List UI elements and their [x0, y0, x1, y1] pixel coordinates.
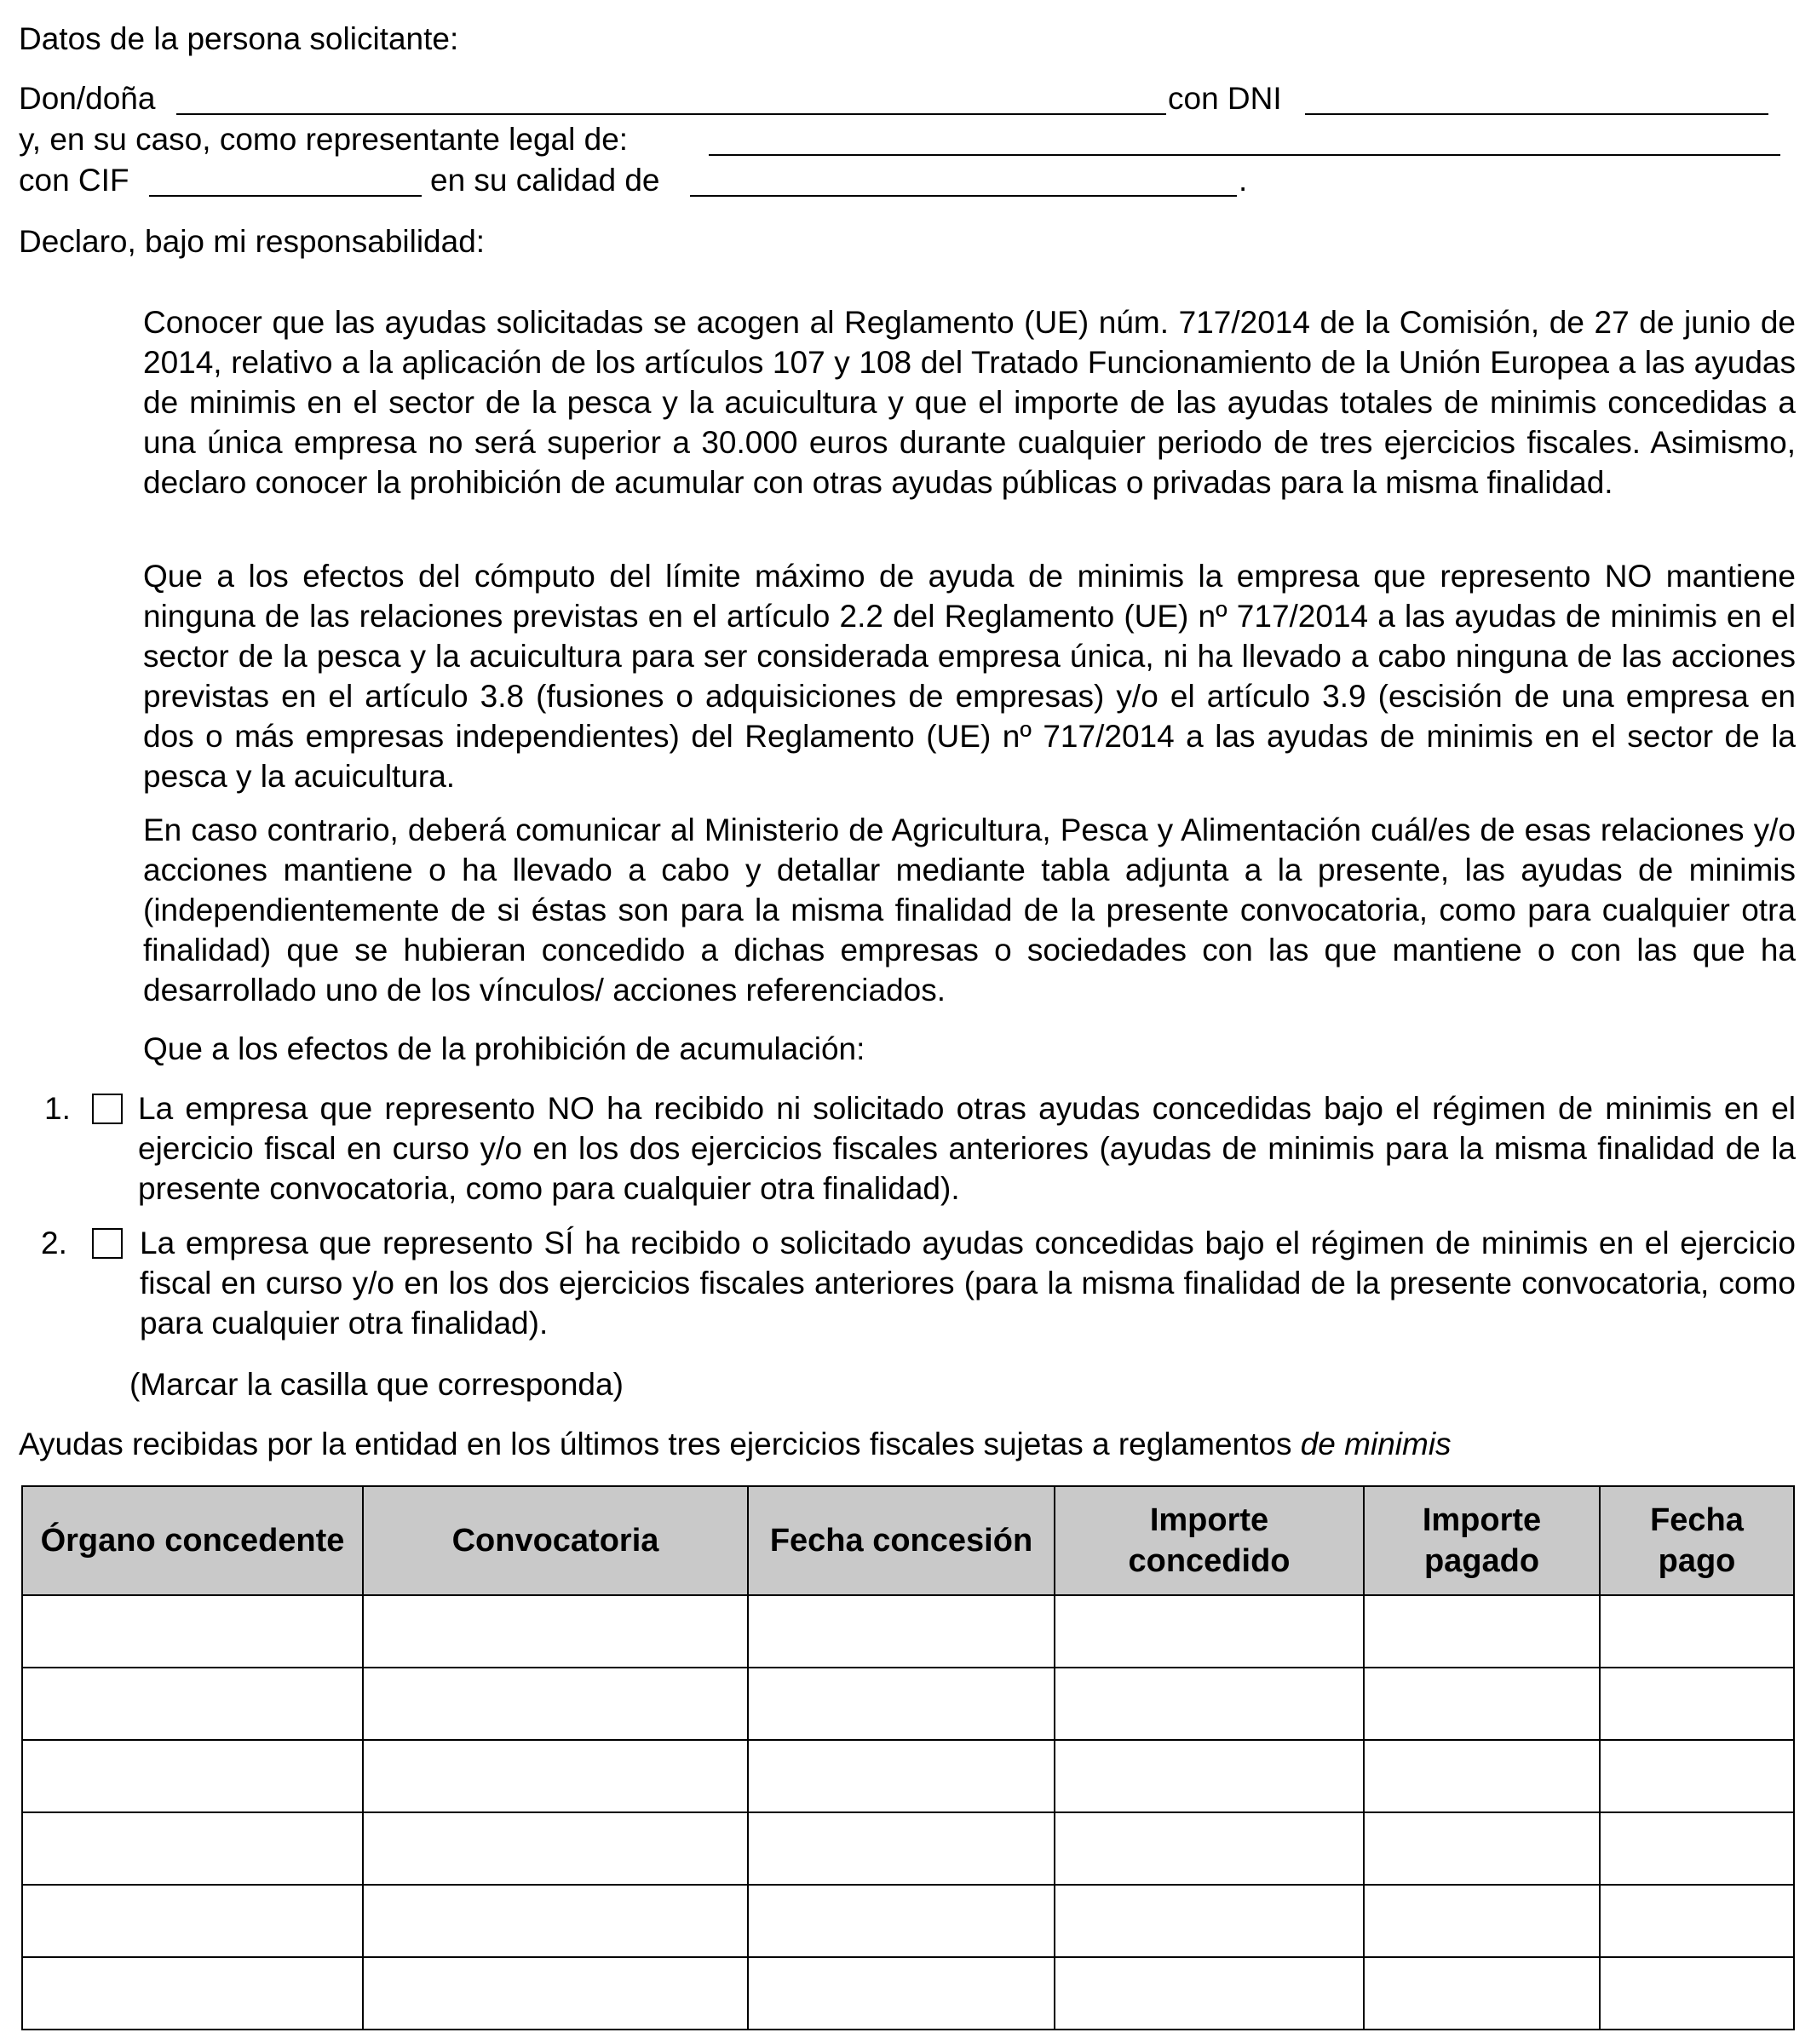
- table-row: [22, 1885, 1794, 1957]
- header-importe-pagado: Importe pagado: [1364, 1486, 1600, 1595]
- header-organo-concedente: Órgano concedente: [22, 1486, 363, 1595]
- table-cell[interactable]: [1364, 1740, 1600, 1812]
- representante-field[interactable]: [709, 154, 1780, 156]
- table-cell[interactable]: [1364, 1812, 1600, 1885]
- table-cell[interactable]: [363, 1740, 748, 1812]
- table-cell[interactable]: [1364, 1885, 1600, 1957]
- table-row: [22, 1957, 1794, 2030]
- option-2-checkbox[interactable]: [92, 1228, 123, 1259]
- table-cell[interactable]: [1055, 1957, 1364, 2030]
- table-row: [22, 1812, 1794, 1885]
- paragraph-conocer: Conocer que las ayudas solicitadas se acogen al Reglamento (UE) núm. 717/2014 de la Comisión, de 27 de junio de 2014, relativo a la aplicación de los artículos 107 y 108 del Tratado Funcionamiento de la Unión Europea a las ayudas de minimis en el sector de la pesca y la acuicultura y que el importe de las ayudas totales de minimis concedidas a una única empresa no será superior a 30.000 euros durante cualquier periodo de tres ejercicios fiscales. Asimismo, declaro conocer la prohibición de acumular con otras ayudas públicas o privadas para la misma finalidad.: [143, 305, 1796, 500]
- table-cell[interactable]: [1600, 1885, 1794, 1957]
- solicitante-title: Datos de la persona solicitante:: [19, 21, 459, 56]
- table-cell[interactable]: [1364, 1595, 1600, 1668]
- table-cell[interactable]: [1600, 1595, 1794, 1668]
- table-row: [22, 1595, 1794, 1668]
- table-cell[interactable]: [1600, 1740, 1794, 1812]
- paragraph-computo: Que a los efectos del cómputo del límite máximo de ayuda de minimis la empresa que represento NO mantiene ninguna de las relaciones previstas en el artículo 2.2 del Reglamento (UE) nº 717/2014 a las ayudas de minimis en el sector de la pesca y la acuicultura para ser considerada empresa única, ni ha llevado a cabo ninguna de las acciones previstas en el artículo 3.8 (fusiones o adquisiciones de empresas) y/o el artículo 3.9 (escisión de una empresa en dos o más empresas independientes) del Reglamento (UE) nº 717/2014 a las ayudas de minimis en el sector de la pesca y la acuicultura.: [143, 559, 1796, 794]
- table-cell[interactable]: [1600, 1957, 1794, 2030]
- table-cell[interactable]: [22, 1885, 363, 1957]
- table-cell[interactable]: [363, 1885, 748, 1957]
- table-caption-italic: de minimis: [1300, 1427, 1452, 1461]
- header-fecha-pago: Fecha pago: [1600, 1486, 1794, 1595]
- table-cell[interactable]: [363, 1957, 748, 2030]
- acumulacion-heading: Que a los efectos de la prohibición de acumulación:: [143, 1031, 865, 1066]
- header-convocatoria: Convocatoria: [363, 1486, 748, 1595]
- option-1-checkbox[interactable]: [92, 1094, 123, 1124]
- table-cell[interactable]: [1055, 1812, 1364, 1885]
- table-cell[interactable]: [1364, 1957, 1600, 2030]
- table-caption: [19, 1424, 1452, 1464]
- con-dni-label: con DNI: [1168, 81, 1282, 116]
- table-cell[interactable]: [748, 1595, 1055, 1668]
- table-cell[interactable]: [1055, 1885, 1364, 1957]
- table-cell[interactable]: [1055, 1668, 1364, 1740]
- table-cell[interactable]: [363, 1595, 748, 1668]
- table-cell[interactable]: [22, 1812, 363, 1885]
- ayudas-table: [21, 1485, 1795, 2030]
- option-1-number: 1.: [44, 1091, 71, 1126]
- option-1-text: La empresa que represento NO ha recibido ni solicitado otras ayudas concedidas bajo el régimen de minimis en el ejercicio fiscal en curso y/o en los dos ejercicios fiscales anteriores (ayudas de minimis para la misma finalidad de la presente convocatoria, como para cualquier otra finalidad).: [138, 1091, 1796, 1206]
- table-cell[interactable]: [1055, 1740, 1364, 1812]
- cif-field[interactable]: [149, 195, 422, 197]
- declaro-heading: Declaro, bajo mi responsabilidad:: [19, 224, 486, 259]
- paragraph-caso-contrario: En caso contrario, deberá comunicar al Ministerio de Agricultura, Pesca y Alimentación cuál/es de esas relaciones y/o acciones mantiene o ha llevado a cabo y detallar mediante tabla adjunta a la presente, las ayudas de minimis (independientemente de si éstas son para la misma finalidad de la presente convocatoria, como para cualquier otra finalidad) que se hubieran concedido a dichas empresas o sociedades con las que mantiene o con las que ha desarrollado uno de los vínculos/ acciones referenciados.: [143, 812, 1796, 1008]
- table-caption-text: Ayudas recibidas por la entidad en los últimos tres ejercicios fiscales sujetas a reglamentos: [19, 1427, 1292, 1461]
- table-cell[interactable]: [1600, 1812, 1794, 1885]
- don-dona-label: Don/doña: [19, 81, 156, 116]
- table-cell[interactable]: [22, 1740, 363, 1812]
- table-cell[interactable]: [1364, 1668, 1600, 1740]
- marcar-note: (Marcar la casilla que corresponda): [129, 1367, 624, 1402]
- table-cell[interactable]: [1600, 1668, 1794, 1740]
- table-row: [22, 1668, 1794, 1740]
- nombre-field[interactable]: [176, 113, 1166, 115]
- table-cell[interactable]: [748, 1740, 1055, 1812]
- option-2-text: La empresa que represento SÍ ha recibido o solicitado ayudas concedidas bajo el régimen de minimis en el ejercicio fiscal en curso y/o en los dos ejercicios fiscales anteriores (para la misma finalidad de la presente convocatoria, como para cualquier otra finalidad).: [140, 1226, 1796, 1341]
- table-cell[interactable]: [363, 1812, 748, 1885]
- header-importe-concedido: Importe concedido: [1055, 1486, 1364, 1595]
- table-cell[interactable]: [748, 1668, 1055, 1740]
- table-cell[interactable]: [22, 1668, 363, 1740]
- option-2-number: 2.: [41, 1226, 67, 1260]
- con-cif-label: con CIF: [19, 163, 129, 198]
- dni-field[interactable]: [1305, 113, 1768, 115]
- table-cell[interactable]: [22, 1595, 363, 1668]
- table-cell[interactable]: [1055, 1595, 1364, 1668]
- table-cell[interactable]: [363, 1668, 748, 1740]
- header-fecha-concesion: Fecha concesión: [748, 1486, 1055, 1595]
- table-cell[interactable]: [22, 1957, 363, 2030]
- table-cell[interactable]: [748, 1812, 1055, 1885]
- calidad-field[interactable]: [690, 195, 1237, 197]
- period: .: [1239, 163, 1248, 198]
- table-row: [22, 1740, 1794, 1812]
- calidad-label: en su calidad de: [430, 163, 660, 198]
- representante-label: y, en su caso, como representante legal de:: [19, 122, 629, 157]
- table-header-row: [22, 1486, 1794, 1595]
- table-cell[interactable]: [748, 1885, 1055, 1957]
- table-cell[interactable]: [748, 1957, 1055, 2030]
